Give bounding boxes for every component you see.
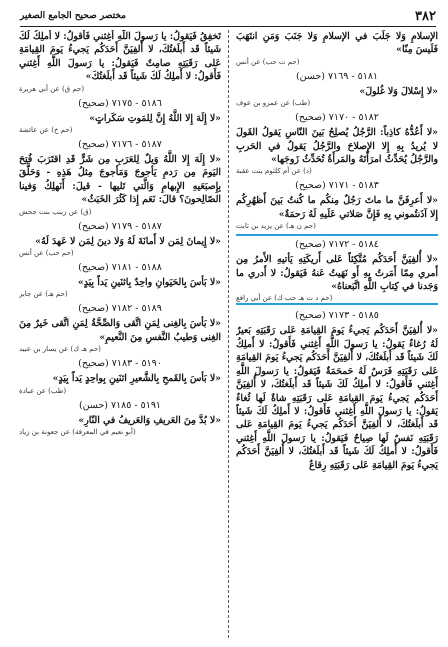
column-divider — [228, 30, 229, 638]
hadith-source: (حم ت حب) عن أنس — [236, 57, 300, 66]
hadith-source: (حم حب) عن أنس — [19, 249, 74, 258]
hadith-text: «لا أَعرِفَنَّ ما ماتَ رَجُلٌ مِنكُم ما كُنتُ بَينَ أَظهُرِكُم إِلا آذَنتُموني بِهِ فَإِنَّ صَلاتي عَلَيهِ لَهُ رَحمَةٌ» — [236, 195, 438, 220]
hadith-text: الإسلامِ وَلا جَلَبَ في الإسلامِ وَلا جَنَبَ وَمَنِ انتَهَبَ فَلَيسَ مِنّا» — [236, 31, 438, 56]
hadith-number: ٥١٨٦ - ٧١٧٥ (صحيح) — [78, 97, 162, 109]
hadith-entry — [19, 138, 221, 217]
hadith-text: «لا بَأسَ بِالحَيَوانِ واحِدٌ بِاثنَينِ يَداً بِيَدٍ» — [77, 277, 221, 289]
hadith-source: (حم هـ ك) عن يسار بن عبيد — [19, 345, 101, 354]
hadith-text: «لا أُلفِيَنَّ أَحَدَكُم مُتَّكِئاً عَلى أَريكَتِهِ يَأتيهِ الأَمرُ مِن أَمري مِمّا أَمَرتُ بِهِ أَو نَهَيتُ عَنهُ فَيَقولُ: لا أَدري ما وَجَدنا في كِتابِ اللَّهِ اتَّبَعناهُ» — [236, 254, 438, 293]
hadith-source: (حم هـ) عن جابر — [19, 290, 68, 299]
hadith-number: ٥١٩٠ - ٧١٨٣ (صحيح) — [78, 358, 162, 370]
hadith-text: تَخفِقُ فَيَقولُ: يا رَسولَ اللَّهِ أَغِثني فَأَقولُ: لا أَملِكُ لَكَ شَيئاً قَد أَبلَغتُكَ، لا أُلفِيَنَّ أَحَدَكُم يَجيءُ يَومَ القِيامَةِ عَلى رَقَبَتِهِ صامِتٌ فَيَقولُ: يا رَسولَ اللَّهِ أَغِثني فَأَقولُ: لا أَملِكُ لَكَ شَيئاً قَد أَبلَغتُكَ» — [19, 31, 221, 83]
hadith-entry — [19, 261, 221, 299]
hadith-number: ٥١٨٥ - ٧١٧٣ (صحيح) — [295, 310, 379, 322]
hadith-entry — [236, 30, 438, 67]
highlighted-hadith-box — [236, 234, 438, 305]
hadith-number: ٥١٩١ - ٧١٨٥ (حسن) — [78, 399, 162, 411]
hadith-text: «لا إِيمانَ لِمَن لا أَمانَةَ لَهُ وَلا دينَ لِمَن لا عَهدَ لَهُ» — [35, 235, 221, 247]
hadith-source: (حم ق) عن أبي هريرة — [19, 84, 85, 93]
hadith-number: ٥١٨٢ - ٧١٧٠ (صحيح) — [295, 112, 379, 124]
hadith-number: ٥١٨٤ - ٧١٧٢ (صحيح) — [295, 239, 379, 251]
hadith-text: «لا إِلَهَ إِلا اللَّهُ إِنَّ لِلمَوتِ سَكَراتٍ» — [89, 112, 221, 124]
hadith-entry — [19, 30, 221, 94]
hadith-number: ٥١٨١ - ٧١٦٩ (حسن) — [295, 70, 379, 82]
page-number: ٣٨٢ — [415, 8, 436, 24]
hadith-source: (حم خ) عن عائشة — [19, 126, 73, 135]
hadith-entry — [236, 111, 438, 176]
hadith-text: «لا بَأسَ بِالقَمحِ بِالشَّعيرِ اثنَينِ بِواحِدٍ يَداً بِيَدٍ» — [52, 373, 221, 385]
hadith-number: ٥١٨٣ - ٧١٧١ (صحيح) — [295, 180, 379, 192]
book-title: مختصر صحيح الجامع الصغير — [20, 11, 126, 21]
hadith-entry — [236, 70, 438, 108]
hadith-number: ٥١٨٧ - ٧١٧٩ (صحيح) — [78, 220, 162, 232]
right-column — [236, 30, 438, 640]
hadith-number: ٥١٨٧ - ٧١٧٦ (صحيح) — [78, 139, 162, 151]
hadith-source: (د) عن أم كلثوم بنت عقبة — [236, 167, 312, 176]
hadith-number: ٥١٨٩ - ٧١٨٢ (صحيح) — [78, 303, 162, 315]
hadith-source: (طب) عن عبادة — [19, 386, 67, 395]
hadith-entry — [236, 179, 438, 231]
hadith-source: (طب) عن عمرو بن عوف — [236, 99, 311, 108]
hadith-text: «لا بَأسَ بِالغِنى لِمَنِ اتَّقى وَالصِّحَّةُ لِمَنِ اتَّقى خَيرٌ مِنَ الغِنى وَطيبُ النَّفسِ مِنَ النَّعيمِ» — [19, 318, 221, 343]
hadith-entry — [19, 302, 221, 354]
hadith-number: ٥١٨٨ - ٧١٨١ (صحيح) — [78, 262, 162, 274]
hadith-text: «لا إِلَهَ إِلا اللَّهُ وَيلٌ لِلعَرَبِ مِن شَرٍّ قَدِ اقتَرَبَ فُتِحَ اليَومَ مِن رَدمِ يَأجوجَ وَمَأجوجَ مِثلُ هَذِهِ - وَحَلَّقَ بِإِصبَعَيهِ الإِبهامِ وَالَّتي تَليها - قيلَ: أَنَهلِكُ وَفينا الصّالِحونَ؟ قالَ: نَعَم إِذا كَثُرَ الخَبَثُ» — [19, 154, 221, 206]
hadith-entry — [19, 399, 221, 437]
hadith-text: «لا أَعُدُّهُ كاذِباً: الرَّجُلُ يُصلِحُ بَينَ النّاسِ يَقولُ القَولَ لا يُريدُ بِهِ إِلا الإِصلاحَ والرَّجُلُ يَقولُ في الحَربِ والرَّجُلُ يُحَدِّثُ امرَأَتَهُ والمَرأَةُ تُحَدِّثُ زَوجَها» — [236, 127, 438, 166]
hadith-text: «لا بُدَّ مِنَ العَريفِ وَالعَريفُ في النّارِ» — [78, 414, 221, 426]
hadith-entry — [236, 309, 438, 471]
hadith-text: «لا إِسْلالَ وَلا غُلولَ» — [359, 85, 438, 97]
hadith-source: (أبو نعيم في المعرفة) عن جعونة بن زياد — [19, 428, 136, 437]
hadith-source: (حم د ت هـ حب ك) عن أبي رافع — [236, 294, 333, 303]
page-header — [20, 6, 436, 27]
hadith-entry — [19, 357, 221, 395]
hadith-source: (ق) عن زينب بنت جحش — [19, 207, 92, 216]
hadith-text: «لا أُلفِيَنَّ أَحَدَكُم يَجيءُ يَومَ القِيامَةِ عَلى رَقَبَتِهِ بَعيرٌ لَهُ رُغاءٌ يَقولُ: يا رَسولَ اللَّهِ أَغِثني فَأَقولُ: لا أَملِكُ لَكَ شَيئاً قَد أَبلَغتُكَ، لا أُلفِيَنَّ أَحَدَكُم يَجيءُ يَومَ القِيامَةِ عَلى رَقَبَتِهِ فَرَسٌ لَهُ حَمحَمَةٌ فَيَقولُ: يا رَسولَ اللَّهِ أَغِثني فَأَقولُ: لا أَملِكُ لَكَ شَيئاً قَد أَبلَغتُكَ، لا أُلفِيَنَّ أَحَدَكُم يَجيءُ يَومَ القِيامَةِ عَلى رَقَبَتِهِ شاةٌ لَها ثُغاءٌ يَقولُ: يا رَسولَ اللَّهِ أَغِثني فَأَقولُ: لا أَملِكُ لَكَ شَيئاً قَد أَبلَغتُكَ، لا أُلفِيَنَّ أَحَدَكُم يَجيءُ يَومَ القِيامَةِ عَلى رَقَبَتِهِ نَفسٌ لَها صِياحٌ فَيَقولُ: يا رَسولَ اللَّهِ أَغِثني فَأَقولُ: لا أَملِكُ لَكَ شَيئاً قَد أَبلَغتُكَ، لا أُلفِيَنَّ أَحَدَكُم يَجيءُ يَومَ القِيامَةِ عَلى رَقَبَتِهِ رِقاعٌ — [236, 325, 438, 471]
hadith-entry — [19, 220, 221, 258]
hadith-source: (حم ن هـ) عن يزيد بن ثابت — [236, 222, 316, 231]
left-column — [19, 30, 221, 640]
hadith-entry — [19, 97, 221, 135]
